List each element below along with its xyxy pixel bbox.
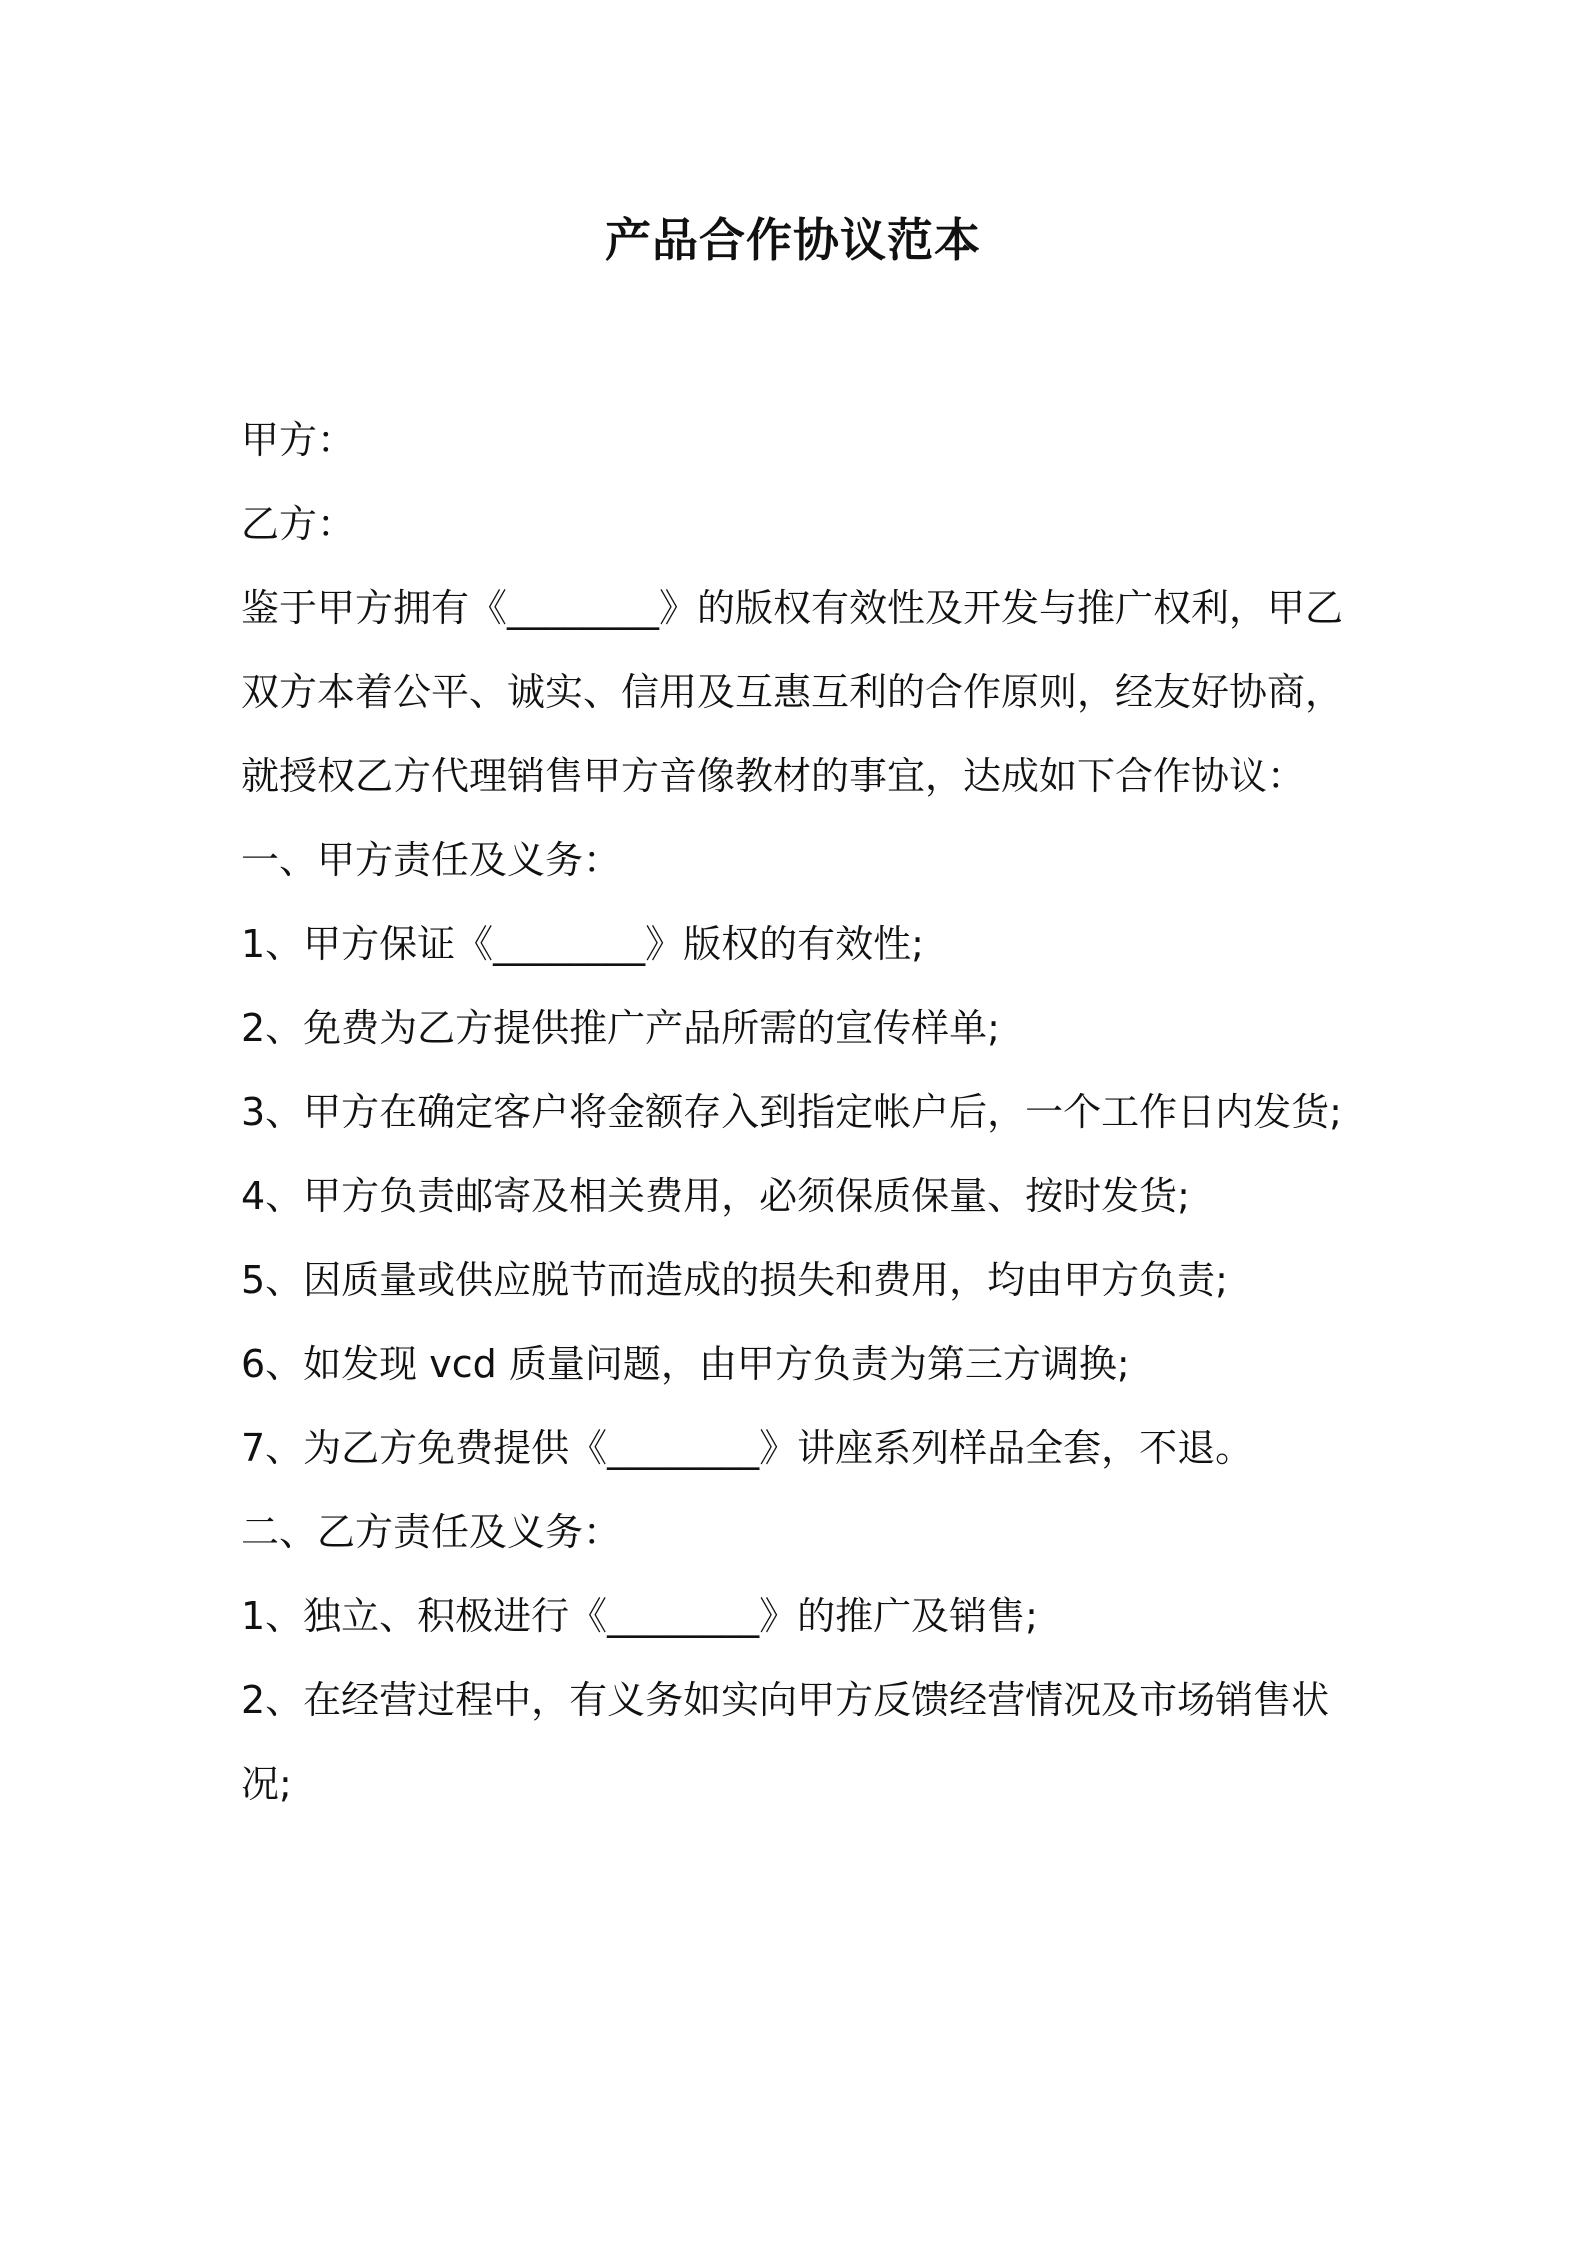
section-1-item-2: 2、免费为乙方提供推广产品所需的宣传样单; [241, 1006, 1000, 1050]
section-2-item-1: 1、独立、积极进行《________》的推广及销售; [241, 1594, 1038, 1638]
section-2-heading: 二、乙方责任及义务： [241, 1510, 622, 1554]
section-1-item-5: 5、因质量或供应脱节而造成的损失和费用，均由甲方负责; [241, 1258, 1228, 1302]
section-1-item-1: 1、甲方保证《________》版权的有效性; [241, 922, 924, 966]
section-1-heading: 一、甲方责任及义务： [241, 838, 622, 882]
section-1-item-3: 3、甲方在确定客户将金额存入到指定帐户后，一个工作日内发货; [241, 1090, 1342, 1134]
section-1-item-6: 6、如发现 vcd 质量问题，由甲方负责为第三方调换; [241, 1342, 1130, 1386]
party-a-label: 甲方： [241, 418, 356, 462]
document-body [241, 398, 1361, 1826]
party-b-label: 乙方： [241, 502, 356, 546]
section-2-item-2: 2、在经营过程中，有义务如实向甲方反馈经营情况及市场销售状况; [241, 1678, 1330, 1806]
section-1-item-4: 4、甲方负责邮寄及相关费用，必须保质保量、按时发货; [241, 1174, 1190, 1218]
preamble-paragraph: 鉴于甲方拥有《________》的版权有效性及开发与推广权利，甲乙双方本着公平、诚实、信用及互惠互利的合作原则，经友好协商，就授权乙方代理销售甲方音像教材的事宜，达成如下合作协议： [241, 586, 1344, 798]
document-title: 产品合作协议范本 [605, 213, 981, 267]
section-1-item-7: 7、为乙方免费提供《________》讲座系列样品全套，不退。 [241, 1426, 1254, 1470]
